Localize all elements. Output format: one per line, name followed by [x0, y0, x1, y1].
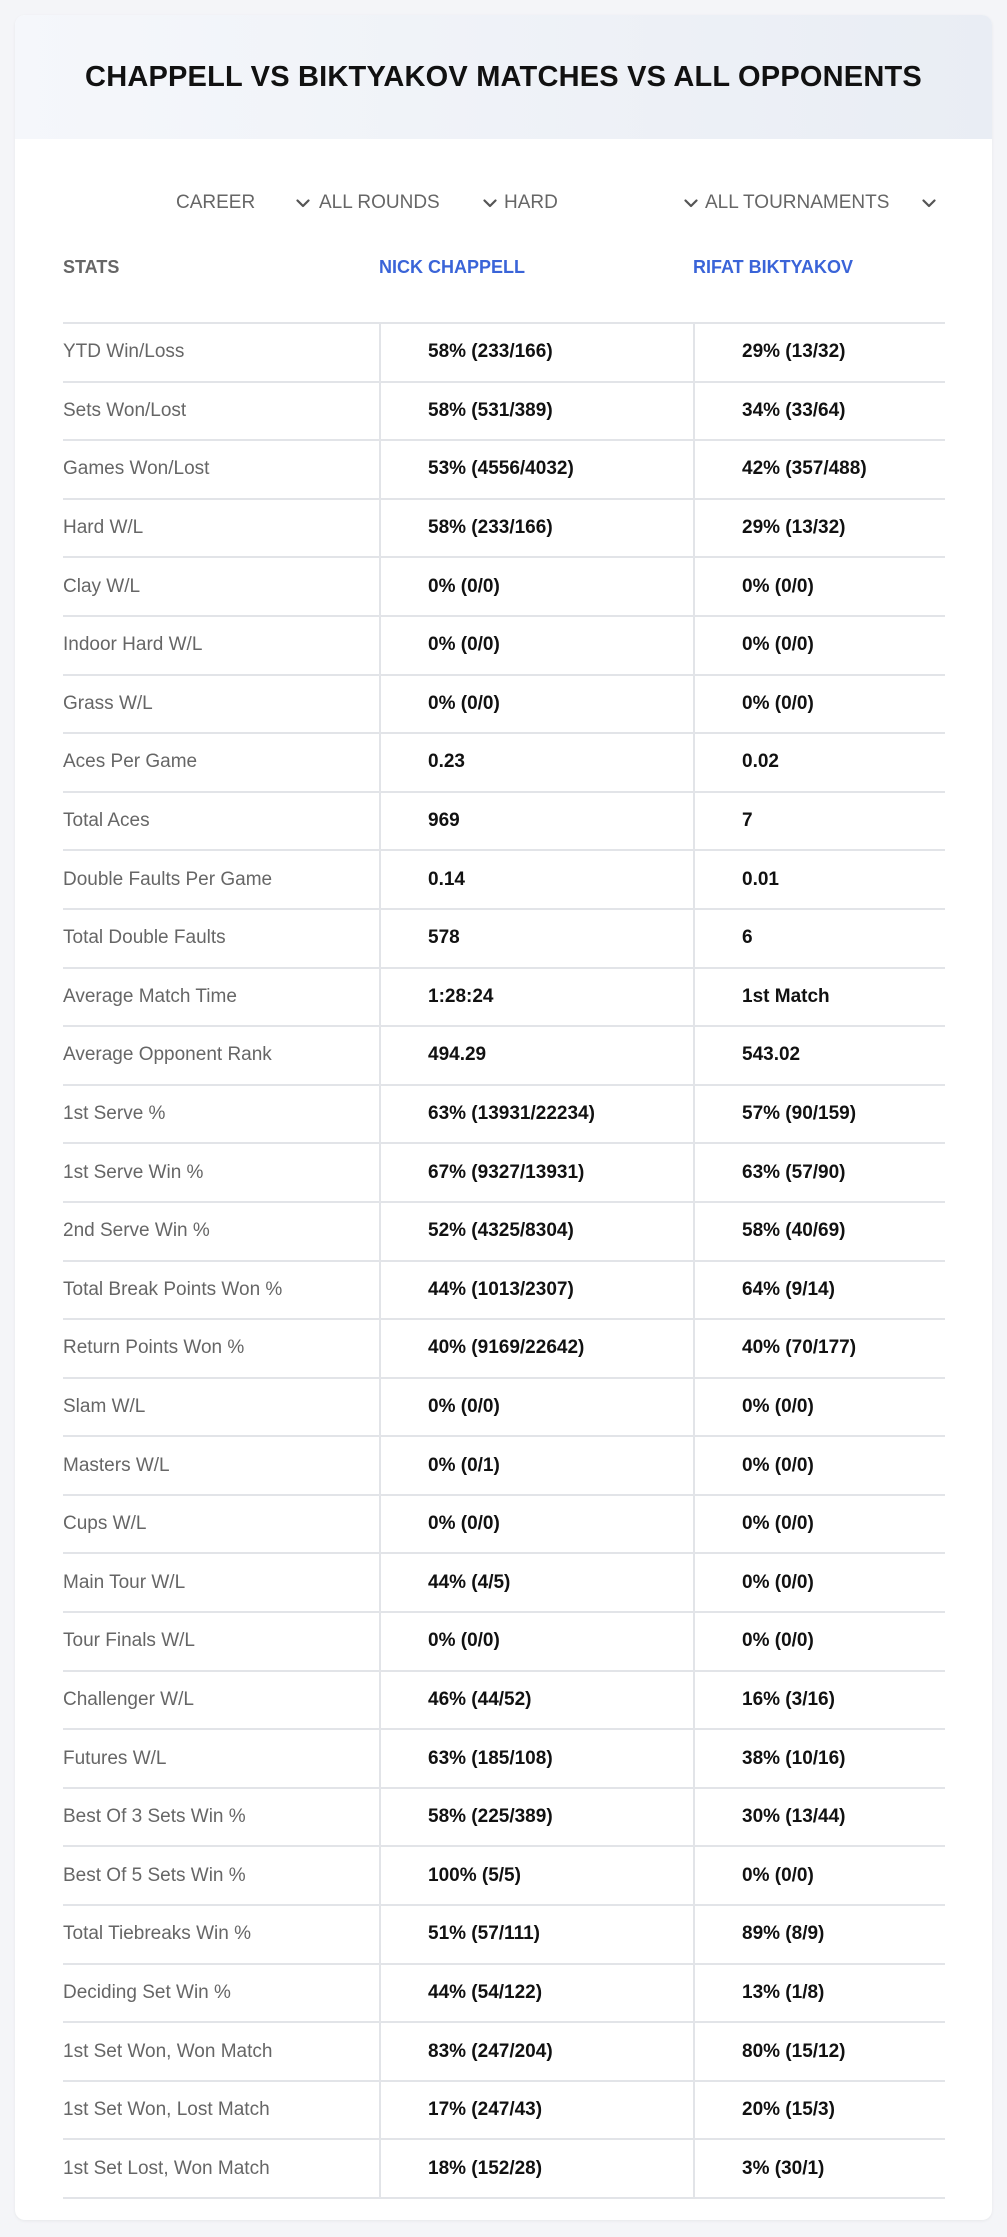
player1-stat-value: 44% (54/122)	[379, 1965, 693, 2022]
stat-label: Futures W/L	[63, 1747, 167, 1769]
stat-label: Best Of 5 Sets Win %	[63, 1864, 246, 1886]
stat-label: Hard W/L	[63, 517, 144, 539]
stat-label: Average Match Time	[63, 985, 237, 1007]
table-row	[63, 793, 945, 852]
player2-stat-value: 0.02	[693, 734, 945, 791]
player2-stat-value: 0% (0/0)	[693, 1613, 945, 1670]
stat-label: Main Tour W/L	[63, 1571, 186, 1593]
player1-stat-value: 44% (1013/2307)	[379, 1262, 693, 1319]
table-row	[63, 676, 945, 735]
table-row	[63, 1203, 945, 1262]
player1-stat-value: 0.14	[379, 851, 693, 908]
player1-stat-value: 0% (0/0)	[379, 1496, 693, 1553]
stat-label: Aces Per Game	[63, 751, 198, 773]
player2-stat-value: 20% (15/3)	[693, 2082, 945, 2139]
player2-stat-value: 0% (0/0)	[693, 1379, 945, 1436]
table-row	[63, 969, 945, 1028]
table-row	[63, 500, 945, 559]
stat-label: Slam W/L	[63, 1395, 146, 1417]
stats-column-header: STATS	[63, 257, 120, 277]
stat-label: Masters W/L	[63, 1454, 170, 1476]
surface-select-value: HARD	[504, 192, 558, 213]
stat-label: Clay W/L	[63, 575, 141, 597]
table-body	[63, 324, 945, 2199]
stat-label: Indoor Hard W/L	[63, 634, 203, 656]
player1-stat-value: 17% (247/43)	[379, 2082, 693, 2139]
player2-stat-value: 0% (0/0)	[693, 1496, 945, 1553]
player2-stat-value: 7	[693, 793, 945, 850]
table-row	[63, 617, 945, 676]
round-select-value: ALL ROUNDS	[319, 192, 440, 213]
player2-stat-value: 1st Match	[693, 969, 945, 1026]
table-row	[63, 1027, 945, 1086]
table-row	[63, 383, 945, 442]
table-row	[63, 1144, 945, 1203]
player1-stat-value: 63% (185/108)	[379, 1730, 693, 1787]
player1-stat-value: 969	[379, 793, 693, 850]
player1-stat-value: 0% (0/1)	[379, 1437, 693, 1494]
player1-stat-value: 58% (233/166)	[379, 324, 693, 381]
player2-stat-value: 0% (0/0)	[693, 1437, 945, 1494]
tournament-select-value: ALL TOURNAMENTS	[705, 192, 890, 213]
player1-link[interactable]: NICK CHAPPELL	[379, 257, 526, 277]
player1-stat-value: 0% (0/0)	[379, 617, 693, 674]
player1-stat-value: 494.29	[379, 1027, 693, 1084]
tournament-select[interactable]	[705, 185, 938, 221]
round-select[interactable]	[319, 185, 499, 221]
player1-stat-value: 58% (531/389)	[379, 383, 693, 440]
player2-stat-value: 30% (13/44)	[693, 1789, 945, 1846]
comparison-card	[15, 15, 992, 2220]
player2-stat-value: 64% (9/14)	[693, 1262, 945, 1319]
player2-stat-value: 58% (40/69)	[693, 1203, 945, 1260]
table-row	[63, 1906, 945, 1965]
table-row	[63, 558, 945, 617]
player2-stat-value: 40% (70/177)	[693, 1320, 945, 1377]
player1-stat-value: 18% (152/28)	[379, 2140, 693, 2197]
stat-label: 1st Serve Win %	[63, 1161, 204, 1183]
chevron-down-icon	[920, 194, 938, 212]
table-row	[63, 1613, 945, 1672]
card-header	[15, 15, 992, 139]
stat-label: Return Points Won %	[63, 1337, 245, 1359]
player1-stat-value: 100% (5/5)	[379, 1847, 693, 1904]
player1-stat-value: 52% (4325/8304)	[379, 1203, 693, 1260]
player2-stat-value: 34% (33/64)	[693, 383, 945, 440]
stat-label: Challenger W/L	[63, 1688, 194, 1710]
player2-stat-value: 6	[693, 910, 945, 967]
player2-stat-value: 13% (1/8)	[693, 1965, 945, 2022]
player2-stat-value: 0.01	[693, 851, 945, 908]
filter-bar	[15, 185, 992, 221]
player2-stat-value: 0% (0/0)	[693, 617, 945, 674]
period-select-value: CAREER	[176, 192, 256, 213]
table-row	[63, 2140, 945, 2199]
player2-stat-value: 16% (3/16)	[693, 1672, 945, 1729]
stat-label: 2nd Serve Win %	[63, 1220, 210, 1242]
chevron-down-icon	[481, 194, 499, 212]
table-row	[63, 734, 945, 793]
stat-label: 1st Set Won, Lost Match	[63, 2099, 270, 2121]
surface-select[interactable]	[504, 185, 700, 221]
player2-stat-value: 80% (15/12)	[693, 2023, 945, 2080]
table-row	[63, 1965, 945, 2024]
stat-label: Games Won/Lost	[63, 458, 210, 480]
player1-stat-value: 58% (225/389)	[379, 1789, 693, 1846]
table-header	[63, 240, 945, 324]
stat-label: Sets Won/Lost	[63, 399, 187, 421]
player1-stat-value: 44% (4/5)	[379, 1554, 693, 1611]
player1-stat-value: 58% (233/166)	[379, 500, 693, 557]
table-row	[63, 910, 945, 969]
player2-stat-value: 57% (90/159)	[693, 1086, 945, 1143]
player1-stat-value: 63% (13931/22234)	[379, 1086, 693, 1143]
table-row	[63, 851, 945, 910]
player2-link[interactable]: RIFAT BIKTYAKOV	[693, 257, 854, 277]
stat-label: Double Faults Per Game	[63, 868, 273, 890]
player2-stat-value: 42% (357/488)	[693, 441, 945, 498]
player2-stat-value: 0% (0/0)	[693, 676, 945, 733]
table-row	[63, 2082, 945, 2141]
table-row	[63, 2023, 945, 2082]
player1-stat-value: 83% (247/204)	[379, 2023, 693, 2080]
player1-stat-value: 51% (57/111)	[379, 1906, 693, 1963]
chevron-down-icon	[294, 194, 312, 212]
stat-label: 1st Set Lost, Won Match	[63, 2157, 270, 2179]
table-row	[63, 1086, 945, 1145]
table-row	[63, 1730, 945, 1789]
player2-stat-value: 0% (0/0)	[693, 558, 945, 615]
player2-stat-value: 3% (30/1)	[693, 2140, 945, 2197]
player1-stat-value: 0% (0/0)	[379, 558, 693, 615]
stat-label: 1st Set Won, Won Match	[63, 2040, 273, 2062]
stat-label: Total Aces	[63, 810, 150, 832]
table-row	[63, 1379, 945, 1438]
player1-stat-value: 46% (44/52)	[379, 1672, 693, 1729]
table-row	[63, 1496, 945, 1555]
player2-stat-value: 29% (13/32)	[693, 324, 945, 381]
player1-stat-value: 40% (9169/22642)	[379, 1320, 693, 1377]
table-row	[63, 1847, 945, 1906]
player2-stat-value: 0% (0/0)	[693, 1554, 945, 1611]
player2-stat-value: 29% (13/32)	[693, 500, 945, 557]
player2-stat-value: 543.02	[693, 1027, 945, 1084]
table-row	[63, 1672, 945, 1731]
player1-stat-value: 67% (9327/13931)	[379, 1144, 693, 1201]
player2-stat-value: 0% (0/0)	[693, 1847, 945, 1904]
stat-label: Total Double Faults	[63, 927, 226, 949]
table-row	[63, 1789, 945, 1848]
player2-stat-value: 63% (57/90)	[693, 1144, 945, 1201]
stat-label: Best Of 3 Sets Win %	[63, 1806, 246, 1828]
player1-stat-value: 1:28:24	[379, 969, 693, 1026]
period-select[interactable]	[176, 185, 312, 221]
stat-label: Grass W/L	[63, 692, 153, 714]
stat-label: YTD Win/Loss	[63, 341, 185, 363]
player1-stat-value: 0% (0/0)	[379, 1613, 693, 1670]
chevron-down-icon	[682, 194, 700, 212]
stats-table	[63, 240, 945, 2199]
stat-label: Total Break Points Won %	[63, 1278, 283, 1300]
player1-stat-value: 0.23	[379, 734, 693, 791]
stat-label: Tour Finals W/L	[63, 1630, 195, 1652]
table-row	[63, 1437, 945, 1496]
stat-label: Cups W/L	[63, 1513, 147, 1535]
player1-stat-value: 53% (4556/4032)	[379, 441, 693, 498]
table-row	[63, 324, 945, 383]
table-row	[63, 1554, 945, 1613]
table-row	[63, 1320, 945, 1379]
table-row	[63, 1262, 945, 1321]
player2-stat-value: 89% (8/9)	[693, 1906, 945, 1963]
player1-stat-value: 0% (0/0)	[379, 676, 693, 733]
stat-label: Deciding Set Win %	[63, 1981, 231, 2003]
page-title: CHAPPELL VS BIKTYAKOV MATCHES VS ALL OPPONENTS	[85, 60, 922, 93]
player2-stat-value: 38% (10/16)	[693, 1730, 945, 1787]
stat-label: Average Opponent Rank	[63, 1044, 272, 1066]
player1-stat-value: 578	[379, 910, 693, 967]
player1-stat-value: 0% (0/0)	[379, 1379, 693, 1436]
table-row	[63, 441, 945, 500]
stat-label: Total Tiebreaks Win %	[63, 1923, 251, 1945]
stat-label: 1st Serve %	[63, 1103, 166, 1125]
